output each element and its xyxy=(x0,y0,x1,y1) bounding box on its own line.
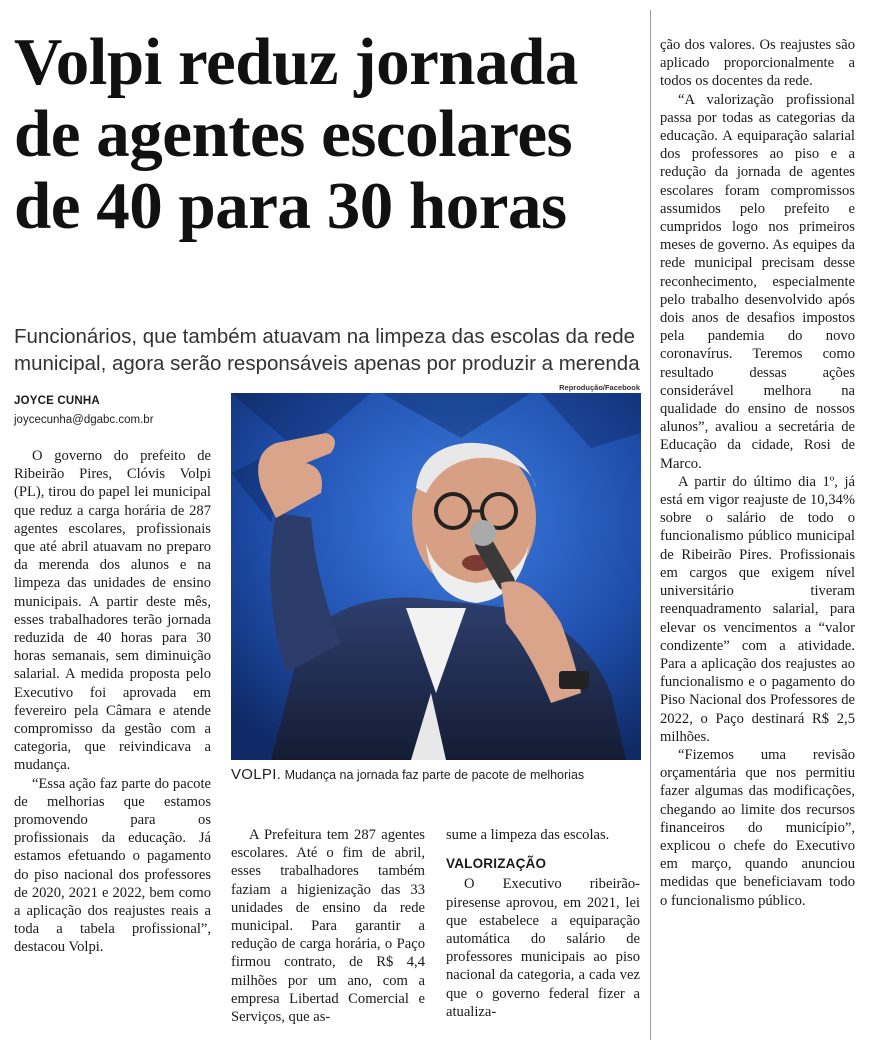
article-photo xyxy=(231,393,641,760)
paragraph: A Prefeitura tem 287 agentes escolares. Até o fim de abril, esses trabalhadores também faziam a higienização das 33 unidades de ensino da rede municipal. Para garantir a redução de carga horária, o Paço firmou contrato, de R$ 4,4 milhões por um ano, com a empresa Libertad Comercial e Serviços, que as- xyxy=(231,827,425,1026)
headline-line-2: de agentes escolares xyxy=(14,97,573,171)
headline xyxy=(14,26,634,242)
paragraph-continuation: sume a limpeza das escolas. xyxy=(446,827,610,843)
paragraph: “Fizemos uma revisão orçamentária que nos permitiu fazer algumas das modificações, chegando ao limite dos recursos financeiros do município”, explicou o chefe do Executivo em março, quando anunciou medidas que beneficiavam todo o funcionalismo público. xyxy=(660,746,855,909)
headline-line-1: Volpi reduz jornada xyxy=(14,25,578,99)
paragraph: A partir do último dia 1º, já está em vigor reajuste de 10,34% sobre o salário de todo o funcionalismo público municipal de Ribeirão Pires. Profissionais em cargos que exigem nível universitário tiveram reenquadramento salarial, para elevar os vencimentos a “valor condizente” com a atividade. Para a aplicação dos reajustes ao funcionalismo e o pagamento do Piso Nacional dos Professores de 2022, o Paço destinará R$ 2,5 milhões. xyxy=(660,473,855,745)
column-divider xyxy=(650,10,651,1040)
photo-illustration xyxy=(231,393,641,760)
body-column-2 xyxy=(231,826,425,1026)
subheading: VALORIZAÇÃO xyxy=(446,856,547,872)
paragraph: O governo do prefeito de Ribeirão Pires, Clóvis Volpi (PL), tirou do papel lei municipal que reduz a carga horária de 287 agentes escolares, profissionais que até abril atuavam no preparo da merenda dos alunos e na limpeza das unidades de ensino municipais. A partir deste mês, esses trabalhadores terão jornada reduzida de 40 horas para 30 horas semanais, sem diminuição salarial. A medida proposta pelo Executivo foi aprovada em fevereiro pela Câmara e atende compromisso da gestão com a categoria, que reivindicava a mudança. xyxy=(14,448,211,774)
paragraph: O Executivo ribeirão-piresense aprovou, em 2021, lei que estabelece a equiparação automática do salário de professores municipais ao piso nacional da categoria, a cada vez que o governo federal fizer a atualiza- xyxy=(446,876,640,1020)
body-column-3 xyxy=(446,826,640,1021)
photo-credit: Reprodução/Facebook xyxy=(559,383,640,392)
deck: Funcionários, que também atuavam na limpeza das escolas da rede municipal, agora serão responsáveis apenas por produzir a merenda xyxy=(14,325,640,375)
paragraph: “A valorização profissional passa por todas as categorias da educação. A equiparação salarial dos professores ao piso e a redução da jornada de agentes escolares foram compromissos assumidos pelo prefeito e cumpridos logo nos primeiros meses de governo. As equipes da rede municipal precisam desse reconhecimento, especialmente pelo trabalho desenvolvido após dois anos de desafios impostos pela pandemia do novo coronavírus. Teremos como resultado dessas ações considerável melhora na qualidade do ensino de nossos alunos”, avaliou a secretária de Educação da cidade, Rosi de Marco. xyxy=(660,91,855,472)
author-email[interactable]: joycecunha@dgabc.com.br xyxy=(14,414,154,426)
caption-label: VOLPI. xyxy=(231,766,282,783)
body-column-4 xyxy=(660,36,855,910)
paragraph: “Essa ação faz parte do pacote de melhorias que estamos promovendo para os profissionais da educação. Já estamos efetuando o pagamento do piso nacional dos professores de 2020, 2021 e 2022, bem como a aplicação dos reajustes reais a toda a tabela profissional”, destacou Volpi. xyxy=(14,775,211,956)
caption-text: Mudança na jornada faz parte de pacote de melhorias xyxy=(284,768,585,782)
author-name: JOYCE CUNHA xyxy=(14,395,100,407)
paragraph-continuation: ção dos valores. Os reajustes são aplicado proporcionalmente a todos os docentes da rede. xyxy=(660,37,855,90)
photo-caption xyxy=(231,766,641,783)
headline-line-3: de 40 para 30 horas xyxy=(14,169,567,243)
body-column-1 xyxy=(14,447,211,957)
